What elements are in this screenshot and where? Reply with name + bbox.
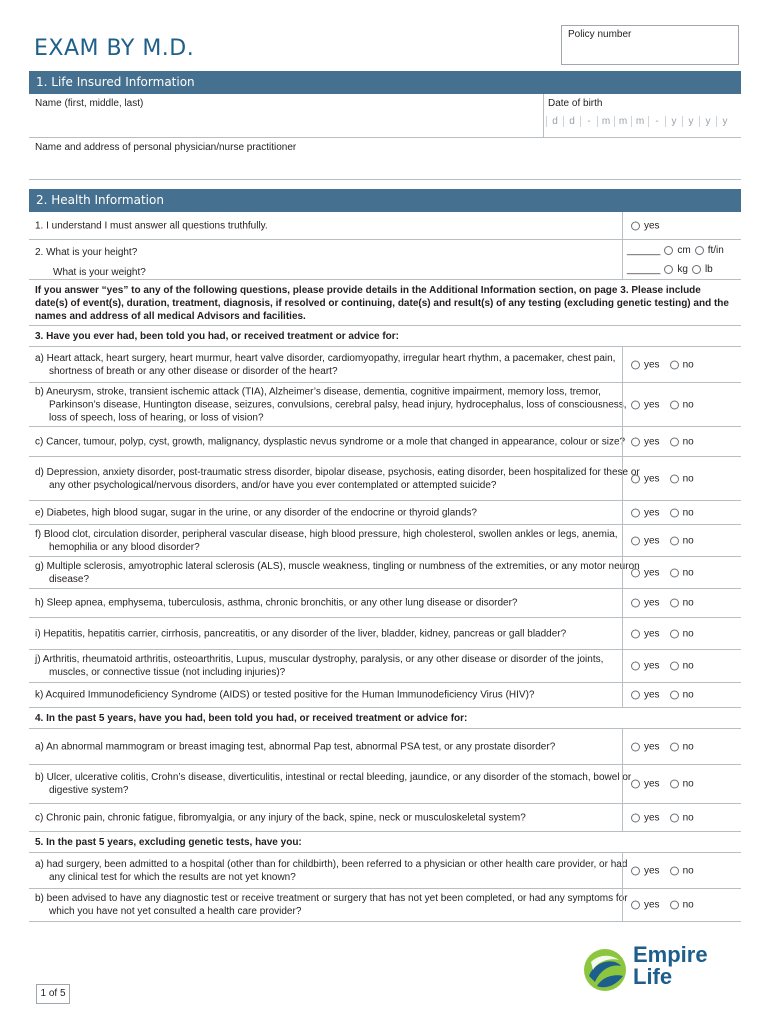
policy-number-field[interactable] bbox=[561, 25, 739, 65]
q3g-yes-radio[interactable]: yes bbox=[631, 567, 660, 578]
q3-list bbox=[29, 347, 741, 708]
logo-word-empire: Empire bbox=[633, 942, 708, 967]
q3-heading: 3. Have you ever had, been told you had, or received treatment or advice for: bbox=[29, 326, 741, 347]
q3-row-k bbox=[29, 683, 741, 708]
q3-text-d: d) Depression, anxiety disorder, post-traumatic stress disorder, bipolar disease, psychosis, eating disorder, been hospitalized for these or any other psychological/nervous disorders, and/or have you ever contemplated or attempted suicide? bbox=[35, 466, 640, 491]
q1-row bbox=[29, 212, 741, 240]
q3a-yes-radio[interactable]: yes bbox=[631, 359, 660, 370]
q3-text-g: g) Multiple sclerosis, amyotrophic lateral sclerosis (ALS), muscle weakness, tingling or numbness of the extremities, or any motor neuron disease? bbox=[35, 560, 640, 585]
dob-label: Date of birth bbox=[548, 98, 603, 109]
q4c-no-radio[interactable]: no bbox=[670, 812, 694, 823]
q3g-no-radio[interactable]: no bbox=[670, 567, 694, 578]
q4a-no-radio[interactable]: no bbox=[670, 741, 694, 752]
q3-row-i bbox=[29, 618, 741, 650]
q3j-no-radio[interactable]: no bbox=[670, 661, 694, 672]
q3j-yes-radio[interactable]: yes bbox=[631, 661, 660, 672]
dob-mask-cell: - bbox=[648, 116, 665, 127]
q3h-no-radio[interactable]: no bbox=[670, 598, 694, 609]
q5-text-b: b) been advised to have any diagnostic test or receive treatment or surgery that has not yet been completed, or had any symptoms for which you have not yet consulted a health care provider? bbox=[35, 893, 628, 917]
q5-list bbox=[29, 853, 741, 922]
q5-row-a bbox=[29, 853, 741, 889]
q3k-yes-radio[interactable]: yes bbox=[631, 690, 660, 701]
height-question: 2. What is your height? bbox=[35, 247, 138, 258]
logo-word-life: Life bbox=[633, 964, 673, 989]
q3-text-e: e) Diabetes, high blood sugar, sugar in the urine, or any disorder of the endocrine or thyroid glands? bbox=[35, 507, 477, 518]
q4a-yes-radio[interactable]: yes bbox=[631, 741, 660, 752]
q3d-yes-radio[interactable]: yes bbox=[631, 473, 660, 484]
q3h-yes-radio[interactable]: yes bbox=[631, 598, 660, 609]
q3-text-i: i) Hepatitis, hepatitis carrier, cirrhosis, pancreatitis, or any disorder of the liver, bladder, kidney, pancreas or gall bladder? bbox=[35, 628, 567, 639]
q4-row-a bbox=[29, 729, 741, 765]
q3i-no-radio[interactable]: no bbox=[670, 628, 694, 639]
q3-row-b bbox=[29, 383, 741, 427]
q3b-yes-radio[interactable]: yes bbox=[631, 399, 660, 410]
name-label: Name (first, middle, last) bbox=[35, 98, 144, 109]
q3b-no-radio[interactable]: no bbox=[670, 399, 694, 410]
section-2-header: 2. Health Information bbox=[29, 189, 741, 212]
q3c-yes-radio[interactable]: yes bbox=[631, 436, 660, 447]
weight-input[interactable]: ______ kg lb bbox=[627, 264, 713, 275]
weight-question: What is your weight? bbox=[53, 267, 146, 278]
q3-row-a bbox=[29, 347, 741, 383]
physician-label: Name and address of personal physician/nurse practitioner bbox=[35, 142, 297, 153]
dob-mask-cell: y bbox=[699, 116, 716, 127]
q3k-no-radio[interactable]: no bbox=[670, 690, 694, 701]
q3-row-h bbox=[29, 589, 741, 618]
q3-text-j: j) Arthritis, rheumatoid arthritis, osteoarthritis, Lupus, muscular dystrophy, paralysis, or any other disease or disorder of the joints, muscles, or connective tissue (not including injuries)? bbox=[35, 654, 604, 678]
name-dob-row bbox=[29, 94, 741, 138]
dob-mask-cell: y bbox=[665, 116, 682, 127]
exam-form bbox=[29, 71, 741, 922]
q4-row-c bbox=[29, 804, 741, 832]
q3-row-j bbox=[29, 650, 741, 683]
q5-heading: 5. In the past 5 years, excluding genetic tests, have you: bbox=[29, 832, 741, 853]
q4-list bbox=[29, 729, 741, 832]
name-field[interactable] bbox=[35, 98, 143, 109]
q2-row bbox=[29, 240, 741, 280]
form-title: EXAM BY M.D. bbox=[34, 36, 195, 61]
dob-mask-cell: m bbox=[597, 116, 614, 127]
q3-row-g bbox=[29, 557, 741, 589]
dob-mask-cell: y bbox=[716, 116, 733, 127]
height-input[interactable]: ______ cm ft/in bbox=[627, 245, 724, 256]
dob-mask-cell: m bbox=[631, 116, 648, 127]
dob-mask-cell: d bbox=[546, 116, 563, 127]
dob-field[interactable] bbox=[543, 94, 742, 137]
dob-mask-cell: - bbox=[580, 116, 597, 127]
page-number: 1 of 5 bbox=[36, 984, 70, 1004]
kg-radio[interactable]: kg bbox=[664, 264, 688, 275]
q3-text-a: a) Heart attack, heart surgery, heart murmur, heart valve disorder, cardiomyopathy, irregular heart rhythm, a pacemaker, chest pain, shortness of breath or any other disease or disorder of the heart? bbox=[35, 352, 616, 377]
q3-text-k: k) Acquired Immunodeficiency Syndrome (AIDS) or tested positive for the Human Immunodeficiency Virus (HIV)? bbox=[35, 689, 535, 701]
q5-text-a: a) had surgery, been admitted to a hospital (other than for childbirth), been referred to a physician or other health care provider, or had any clinical test for which the results are not yet known? bbox=[35, 858, 628, 883]
q3d-no-radio[interactable]: no bbox=[670, 473, 694, 484]
q3-text-b: b) Aneurysm, stroke, transient ischemic attack (TIA), Alzheimer’s disease, dementia, cognitive impairment, memory loss, tremor, Parkinson’s disease, Huntington disease, seizures, convulsions, cerebral palsy, head injury, hydrocephalus, loss of consciousness, loss of speech, loss of hearing, or loss of vision? bbox=[35, 386, 627, 423]
q3i-yes-radio[interactable]: yes bbox=[631, 628, 660, 639]
q5b-yes-radio[interactable]: yes bbox=[631, 900, 660, 911]
q4c-yes-radio[interactable]: yes bbox=[631, 812, 660, 823]
logo-mark-icon bbox=[581, 946, 629, 994]
instructions: If you answer “yes” to any of the following questions, please provide details in the Additional Information section, on page 3. Please include date(s) of event(s), duration, treatment, diagnosis, if resolved or continuing, date(s) and result(s) of any testing (excluding genetic testing) and the names and address of all medical Advisors and facilities. bbox=[29, 280, 741, 326]
q3c-no-radio[interactable]: no bbox=[670, 436, 694, 447]
section-1-header: 1. Life Insured Information bbox=[29, 71, 741, 94]
empire-life-logo bbox=[581, 944, 731, 992]
q3-row-d bbox=[29, 457, 741, 501]
q3-row-f bbox=[29, 525, 741, 557]
policy-number-label: Policy number bbox=[568, 29, 632, 40]
q3e-yes-radio[interactable]: yes bbox=[631, 507, 660, 518]
q4-text-a: a) An abnormal mammogram or breast imaging test, abnormal Pap test, abnormal PSA test, or any prostate disorder? bbox=[35, 741, 556, 752]
q5-row-b bbox=[29, 889, 741, 922]
dob-mask bbox=[546, 116, 733, 127]
q4b-yes-radio[interactable]: yes bbox=[631, 779, 660, 790]
q3-text-f: f) Blood clot, circulation disorder, peripheral vascular disease, high blood pressure, high cholesterol, swollen ankles or legs, anemia, hemophilia or any blood disorder? bbox=[35, 528, 618, 553]
q3f-yes-radio[interactable]: yes bbox=[631, 535, 660, 546]
q5b-no-radio[interactable]: no bbox=[670, 900, 694, 911]
q4-row-b bbox=[29, 765, 741, 804]
dob-mask-cell: d bbox=[563, 116, 580, 127]
lb-radio[interactable]: lb bbox=[692, 264, 713, 275]
q4-heading: 4. In the past 5 years, have you had, been told you had, or received treatment or advice for: bbox=[29, 708, 741, 729]
q1-yes-radio[interactable]: yes bbox=[631, 220, 660, 231]
cm-radio[interactable]: cm bbox=[664, 245, 690, 256]
q5a-no-radio[interactable]: no bbox=[670, 865, 694, 876]
q3-text-h: h) Sleep apnea, emphysema, tuberculosis, asthma, chronic bronchitis, or any other lung disease or disorder? bbox=[35, 597, 518, 609]
q4-text-c: c) Chronic pain, chronic fatigue, fibromyalgia, or any injury of the back, spine, neck or musculoskeletal system? bbox=[35, 812, 526, 823]
q3-text-c: c) Cancer, tumour, polyp, cyst, growth, malignancy, dysplastic nevus syndrome or a mole that changed in appearance, colour or size? bbox=[35, 436, 626, 447]
ftin-radio[interactable]: ft/in bbox=[695, 245, 724, 256]
q3-row-e bbox=[29, 501, 741, 525]
q3-row-c bbox=[29, 427, 741, 457]
dob-mask-cell: m bbox=[614, 116, 631, 127]
q3f-no-radio[interactable]: no bbox=[670, 535, 694, 546]
q4-text-b: b) Ulcer, ulcerative colitis, Crohn’s disease, diverticulitis, intestinal or rectal bleeding, jaundice, or any disorder of the stomach, bowel or digestive system? bbox=[35, 772, 632, 796]
q1-text: 1. I understand I must answer all questions truthfully. bbox=[35, 220, 268, 231]
q4b-no-radio[interactable]: no bbox=[670, 779, 694, 790]
dob-mask-cell: y bbox=[682, 116, 699, 127]
q3a-no-radio[interactable]: no bbox=[670, 359, 694, 370]
physician-field[interactable] bbox=[29, 138, 741, 180]
q3e-no-radio[interactable]: no bbox=[670, 507, 694, 518]
q5a-yes-radio[interactable]: yes bbox=[631, 865, 660, 876]
